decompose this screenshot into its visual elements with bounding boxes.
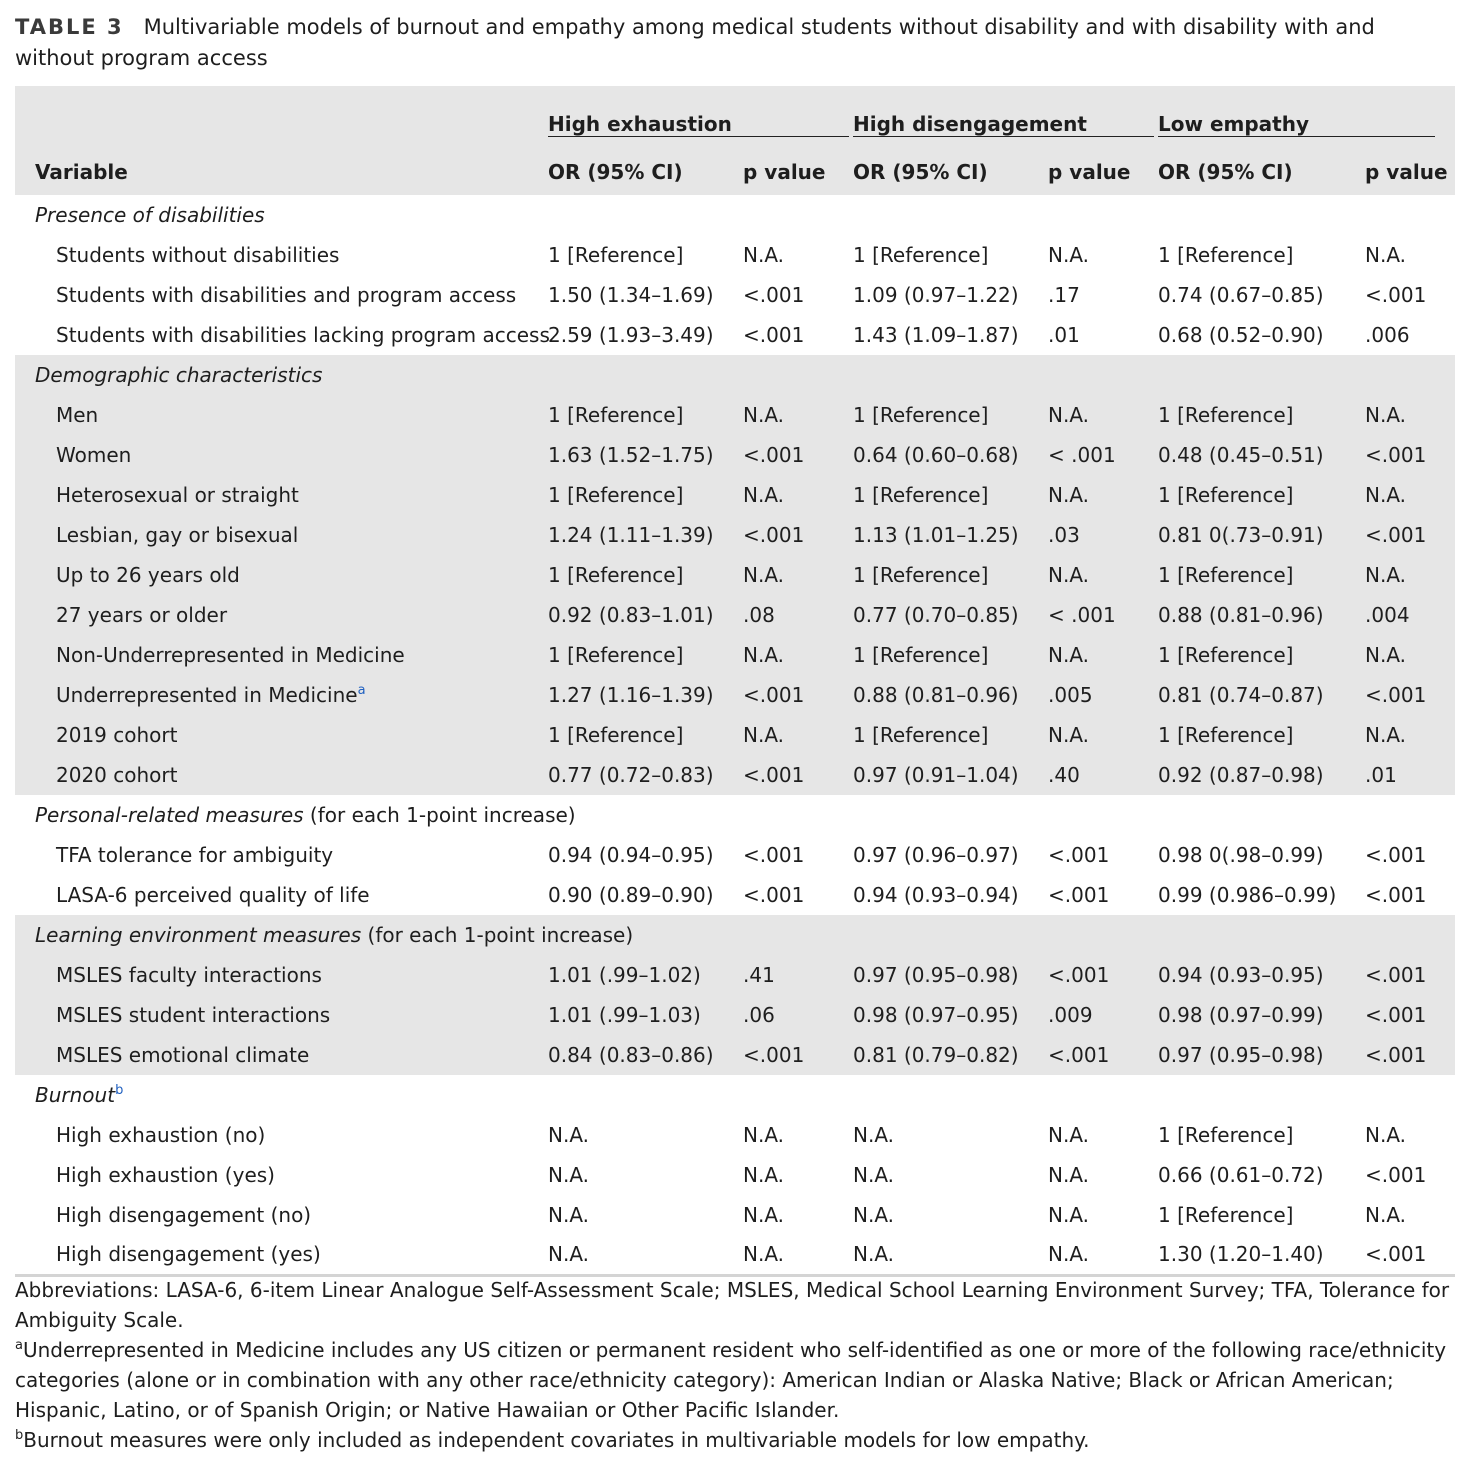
or-cell: 1.09 (0.97–1.22) bbox=[853, 283, 1019, 307]
header-spacer bbox=[15, 86, 548, 149]
p-value-cell: N.A. bbox=[1365, 483, 1407, 507]
variable-cell bbox=[15, 875, 548, 915]
p-value-cell: N.A. bbox=[1048, 1123, 1090, 1147]
or-cell: 1.63 (1.52–1.75) bbox=[548, 443, 714, 467]
or-cell: 0.66 (0.61–0.72) bbox=[1158, 1163, 1324, 1187]
footnote-a-text: Underrepresented in Medicine includes any US citizen or permanent resident who self-identified as one or more of the following race/ethnicity categories (alone or in combination with any other race/ethnicity category): American Indian or Alaska Native; Black or African American; Hispanic, Latino, or of Spanish Origin; or Native Hawaiian or Other Pacific Islander. bbox=[15, 1338, 1447, 1422]
p-value-cell: N.A. bbox=[743, 723, 785, 747]
p-value-cell: .006 bbox=[1365, 323, 1410, 347]
section-title-text: Presence of disabilities bbox=[35, 203, 265, 227]
p-value-cell: N.A. bbox=[1365, 563, 1407, 587]
variable-column-header: Variable bbox=[35, 160, 128, 184]
p-value-cell: <.001 bbox=[1048, 1043, 1110, 1067]
p-value-cell: N.A. bbox=[743, 1242, 785, 1267]
or-cell: 0.81 (0.74–0.87) bbox=[1158, 683, 1324, 707]
or-cell: 0.97 (0.91–1.04) bbox=[853, 763, 1019, 787]
variable-label: MSLES faculty interactions bbox=[56, 963, 322, 987]
or-cell: 2.59 (1.93–3.49) bbox=[548, 323, 714, 347]
table-row bbox=[15, 955, 1455, 995]
table-row bbox=[15, 715, 1455, 755]
or-cell: 0.74 (0.67–0.85) bbox=[1158, 283, 1324, 307]
p-value-cell: <.001 bbox=[743, 323, 805, 347]
or-cell: N.A. bbox=[853, 1242, 895, 1267]
table-label: TABLE 3 bbox=[15, 15, 124, 39]
p-value-cell: <.001 bbox=[1365, 1003, 1427, 1027]
table-row bbox=[15, 235, 1455, 275]
variable-label: Underrepresented in Medicine bbox=[56, 683, 358, 707]
or-cell: 0.81 0(.73–0.91) bbox=[1158, 523, 1324, 547]
p-value-cell: .01 bbox=[1365, 763, 1397, 787]
p-value-cell: N.A. bbox=[743, 1163, 785, 1187]
footnote-b-text: Burnout measures were only included as independent covariates in multivariable models for low empathy. bbox=[23, 1428, 1090, 1452]
footnote-abbreviations: Abbreviations: LASA-6, 6-item Linear Analogue Self-Assessment Scale; MSLES, Medical School Learning Environment Survey; TFA, Tolerance for Ambiguity Scale. bbox=[15, 1278, 1450, 1332]
variable-label: Women bbox=[56, 443, 132, 467]
or-column-header: OR (95% CI) bbox=[1158, 160, 1293, 184]
p-value-cell: <.001 bbox=[1048, 883, 1110, 907]
p-value-cell: <.001 bbox=[743, 843, 805, 867]
table-caption bbox=[15, 12, 1435, 74]
variable-label: LASA-6 perceived quality of life bbox=[56, 883, 370, 907]
p-value-cell: .009 bbox=[1048, 1003, 1093, 1027]
p-value-cell: N.A. bbox=[1048, 1163, 1090, 1187]
table-row bbox=[15, 275, 1455, 315]
variable-cell bbox=[15, 835, 548, 875]
p-value-cell: .004 bbox=[1365, 603, 1410, 627]
or-cell: 0.97 (0.95–0.98) bbox=[1158, 1043, 1324, 1067]
or-cell: 1 [Reference] bbox=[853, 723, 989, 747]
p-value-cell: .01 bbox=[1048, 323, 1080, 347]
p-value-cell: N.A. bbox=[1048, 243, 1090, 267]
variable-cell bbox=[15, 1035, 548, 1075]
p-value-cell: <.001 bbox=[743, 443, 805, 467]
p-value-cell: N.A. bbox=[1048, 403, 1090, 427]
section-demographic-characteristics bbox=[15, 355, 1455, 795]
or-cell: 1 [Reference] bbox=[1158, 563, 1294, 587]
p-value-cell: .06 bbox=[743, 1003, 775, 1027]
or-cell: 1.01 (.99–1.02) bbox=[548, 963, 701, 987]
table-row bbox=[15, 555, 1455, 595]
table-row bbox=[15, 1115, 1455, 1155]
section-title-row bbox=[15, 195, 1455, 235]
or-cell: 0.94 (0.93–0.95) bbox=[1158, 963, 1324, 987]
group-header-cell bbox=[853, 86, 1158, 149]
section-learning-environment-measures bbox=[15, 915, 1455, 1075]
variable-cell bbox=[15, 675, 548, 715]
p-value-cell: N.A. bbox=[1365, 643, 1407, 667]
section-title-row bbox=[15, 915, 1455, 955]
or-cell: 0.92 (0.83–1.01) bbox=[548, 603, 714, 627]
or-column-header: OR (95% CI) bbox=[548, 160, 683, 184]
p-value-cell: <.001 bbox=[743, 883, 805, 907]
p-value-cell: N.A. bbox=[1048, 1203, 1090, 1227]
variable-label: High disengagement (yes) bbox=[56, 1242, 321, 1267]
or-cell: 0.48 (0.45–0.51) bbox=[1158, 443, 1324, 467]
table-row bbox=[15, 1195, 1455, 1235]
group-header-cell bbox=[548, 86, 853, 149]
or-cell: 1 [Reference] bbox=[1158, 723, 1294, 747]
section-title-row bbox=[15, 355, 1455, 395]
variable-cell bbox=[15, 1155, 548, 1195]
group-header-cell bbox=[1158, 86, 1455, 149]
p-value-cell: <.001 bbox=[1365, 283, 1427, 307]
p-value-cell: N.A. bbox=[743, 1123, 785, 1147]
variable-cell bbox=[15, 275, 548, 315]
variable-cell bbox=[15, 635, 548, 675]
table-row bbox=[15, 675, 1455, 715]
p-value-cell: <.001 bbox=[1048, 963, 1110, 987]
p-value-cell: N.A. bbox=[1365, 1123, 1407, 1147]
variable-label: Students with disabilities lacking program access bbox=[56, 323, 550, 347]
or-column-header: OR (95% CI) bbox=[853, 160, 988, 184]
variable-label: High exhaustion (yes) bbox=[56, 1163, 275, 1187]
p-value-cell: N.A. bbox=[1365, 243, 1407, 267]
section-title bbox=[15, 355, 1455, 395]
variable-label: High disengagement (no) bbox=[56, 1203, 312, 1227]
variable-cell bbox=[15, 715, 548, 755]
or-cell: 1 [Reference] bbox=[853, 403, 989, 427]
or-cell: N.A. bbox=[548, 1123, 590, 1147]
or-cell: 0.77 (0.70–0.85) bbox=[853, 603, 1019, 627]
p-value-cell: <.001 bbox=[1365, 1242, 1427, 1267]
or-cell: 1 [Reference] bbox=[853, 643, 989, 667]
or-cell: 1.24 (1.11–1.39) bbox=[548, 523, 714, 547]
footnote-marker[interactable]: b bbox=[115, 1083, 124, 1098]
or-cell: 0.90 (0.89–0.90) bbox=[548, 883, 714, 907]
group-header-high-disengagement: High disengagement bbox=[853, 112, 1154, 137]
or-cell: 1 [Reference] bbox=[1158, 1203, 1294, 1227]
or-cell: 1 [Reference] bbox=[1158, 243, 1294, 267]
p-value-cell: .08 bbox=[743, 603, 775, 627]
p-value-cell: .40 bbox=[1048, 763, 1080, 787]
section-title-text: Learning environment measures bbox=[35, 923, 362, 947]
or-cell: 0.77 (0.72–0.83) bbox=[548, 763, 714, 787]
p-value-cell: N.A. bbox=[1048, 483, 1090, 507]
table-row bbox=[15, 635, 1455, 675]
table-row bbox=[15, 875, 1455, 915]
section-title-row bbox=[15, 795, 1455, 835]
table-row bbox=[15, 1035, 1455, 1075]
variable-label: 2019 cohort bbox=[56, 723, 178, 747]
section-title bbox=[15, 195, 1455, 235]
table-row bbox=[15, 435, 1455, 475]
variable-cell bbox=[15, 595, 548, 635]
table-row bbox=[15, 755, 1455, 795]
variable-label: Lesbian, gay or bisexual bbox=[56, 523, 299, 547]
p-value-cell: <.001 bbox=[1365, 523, 1427, 547]
or-cell: 1 [Reference] bbox=[1158, 403, 1294, 427]
or-cell: N.A. bbox=[853, 1123, 895, 1147]
p-value-cell: <.001 bbox=[1048, 843, 1110, 867]
or-cell: 0.81 (0.79–0.82) bbox=[853, 1043, 1019, 1067]
or-cell: 1.27 (1.16–1.39) bbox=[548, 683, 714, 707]
or-cell: 0.92 (0.87–0.98) bbox=[1158, 763, 1324, 787]
or-cell: 1 [Reference] bbox=[1158, 1123, 1294, 1147]
variable-cell bbox=[15, 315, 548, 355]
or-cell: 0.97 (0.96–0.97) bbox=[853, 843, 1019, 867]
p-value-cell: <.001 bbox=[1365, 1163, 1427, 1187]
variable-label: Up to 26 years old bbox=[56, 563, 240, 587]
variable-label: MSLES student interactions bbox=[56, 1003, 331, 1027]
table-row bbox=[15, 1235, 1455, 1275]
p-value-cell: <.001 bbox=[1365, 1043, 1427, 1067]
section-title-text: Burnout bbox=[35, 1083, 116, 1107]
or-cell: 1.30 (1.20–1.40) bbox=[1158, 1242, 1324, 1267]
or-cell: 1 [Reference] bbox=[853, 563, 989, 587]
or-cell: 0.64 (0.60–0.68) bbox=[853, 443, 1019, 467]
p-value-cell: N.A. bbox=[1048, 1242, 1090, 1267]
or-cell: 0.88 (0.81–0.96) bbox=[1158, 603, 1324, 627]
table-footnotes bbox=[15, 1275, 1455, 1455]
or-cell: 1 [Reference] bbox=[853, 483, 989, 507]
p-value-cell: .17 bbox=[1048, 283, 1080, 307]
table-header bbox=[15, 86, 1455, 195]
or-cell: 1 [Reference] bbox=[548, 483, 684, 507]
section-title-text: Demographic characteristics bbox=[35, 363, 323, 387]
p-value-cell: N.A. bbox=[743, 563, 785, 587]
or-cell: 0.94 (0.94–0.95) bbox=[548, 843, 714, 867]
or-cell: 0.98 0(.98–0.99) bbox=[1158, 843, 1324, 867]
footnote-marker[interactable]: a bbox=[357, 683, 366, 698]
p-value-cell: < .001 bbox=[1048, 603, 1116, 627]
section-title-suffix: (for each 1-point increase) bbox=[361, 923, 634, 947]
or-cell: 1.43 (1.09–1.87) bbox=[853, 323, 1019, 347]
group-header-low-empathy: Low empathy bbox=[1158, 112, 1435, 137]
results-table bbox=[15, 86, 1455, 1277]
p-value-cell: <.001 bbox=[743, 283, 805, 307]
footnote-a-mark: a bbox=[15, 1338, 23, 1353]
or-cell: 1 [Reference] bbox=[853, 243, 989, 267]
p-value-cell: N.A. bbox=[1365, 723, 1407, 747]
p-value-cell: <.001 bbox=[1365, 683, 1427, 707]
or-cell: 1 [Reference] bbox=[548, 563, 684, 587]
p-column-header: p value bbox=[1048, 160, 1131, 184]
p-value-cell: N.A. bbox=[1048, 563, 1090, 587]
or-cell: N.A. bbox=[853, 1203, 895, 1227]
variable-cell bbox=[15, 995, 548, 1035]
section-title-text: Personal-related measures bbox=[35, 803, 304, 827]
p-value-cell: N.A. bbox=[743, 483, 785, 507]
variable-cell bbox=[15, 1195, 548, 1235]
variable-label: 27 years or older bbox=[56, 603, 228, 627]
or-cell: 1 [Reference] bbox=[548, 643, 684, 667]
section-title bbox=[15, 795, 1455, 835]
or-cell: N.A. bbox=[548, 1163, 590, 1187]
or-cell: N.A. bbox=[853, 1163, 895, 1187]
section-burnout bbox=[15, 1075, 1455, 1275]
or-cell: N.A. bbox=[548, 1242, 590, 1267]
section-title-row bbox=[15, 1075, 1455, 1115]
p-value-cell: N.A. bbox=[743, 643, 785, 667]
or-cell: 1.01 (.99–1.03) bbox=[548, 1003, 701, 1027]
or-cell: 1.50 (1.34–1.69) bbox=[548, 283, 714, 307]
p-value-cell: N.A. bbox=[743, 243, 785, 267]
table-row bbox=[15, 1155, 1455, 1195]
table-row bbox=[15, 995, 1455, 1035]
p-value-cell: <.001 bbox=[743, 1043, 805, 1067]
p-value-cell: < .001 bbox=[1048, 443, 1116, 467]
section-presence-of-disabilities bbox=[15, 195, 1455, 355]
p-value-cell: <.001 bbox=[743, 683, 805, 707]
table-row bbox=[15, 395, 1455, 435]
p-value-cell: N.A. bbox=[1048, 643, 1090, 667]
p-value-cell: .005 bbox=[1048, 683, 1093, 707]
variable-label: Students without disabilities bbox=[56, 243, 340, 267]
variable-cell bbox=[15, 555, 548, 595]
or-cell: 1 [Reference] bbox=[548, 723, 684, 747]
section-title bbox=[15, 1075, 1455, 1115]
variable-cell bbox=[15, 435, 548, 475]
p-value-cell: N.A. bbox=[1365, 1203, 1407, 1227]
p-value-cell: <.001 bbox=[743, 763, 805, 787]
p-value-cell: .03 bbox=[1048, 523, 1080, 547]
table-row bbox=[15, 595, 1455, 635]
or-cell: 1 [Reference] bbox=[548, 243, 684, 267]
p-value-cell: N.A. bbox=[1048, 723, 1090, 747]
p-value-cell: <.001 bbox=[1365, 443, 1427, 467]
footnote-b bbox=[15, 1425, 1455, 1455]
table-row bbox=[15, 835, 1455, 875]
variable-cell bbox=[15, 475, 548, 515]
variable-label: 2020 cohort bbox=[56, 763, 178, 787]
variable-cell bbox=[15, 955, 548, 995]
footnote-a bbox=[15, 1335, 1455, 1425]
p-value-cell: N.A. bbox=[743, 403, 785, 427]
variable-label: MSLES emotional climate bbox=[56, 1043, 310, 1067]
variable-label: TFA tolerance for ambiguity bbox=[56, 843, 334, 867]
p-column-header: p value bbox=[1365, 160, 1448, 184]
variable-label: Non-Underrepresented in Medicine bbox=[56, 643, 405, 667]
p-value-cell: N.A. bbox=[743, 1203, 785, 1227]
variable-label: High exhaustion (no) bbox=[56, 1123, 266, 1147]
table-row bbox=[15, 475, 1455, 515]
or-cell: 1 [Reference] bbox=[1158, 483, 1294, 507]
or-cell: N.A. bbox=[548, 1203, 590, 1227]
or-cell: 1.13 (1.01–1.25) bbox=[853, 523, 1019, 547]
or-cell: 0.99 (0.986–0.99) bbox=[1158, 883, 1337, 907]
or-cell: 0.98 (0.97–0.95) bbox=[853, 1003, 1019, 1027]
variable-cell bbox=[15, 1115, 548, 1155]
p-value-cell: <.001 bbox=[1365, 963, 1427, 987]
variable-label: Men bbox=[56, 403, 99, 427]
p-value-cell: <.001 bbox=[743, 523, 805, 547]
group-header-high-exhaustion: High exhaustion bbox=[548, 112, 849, 137]
p-column-header: p value bbox=[743, 160, 826, 184]
variable-cell bbox=[15, 755, 548, 795]
or-cell: 0.68 (0.52–0.90) bbox=[1158, 323, 1324, 347]
or-cell: 0.97 (0.95–0.98) bbox=[853, 963, 1019, 987]
section-personal-related-measures bbox=[15, 795, 1455, 915]
p-value-cell: .41 bbox=[743, 963, 775, 987]
section-title-suffix: (for each 1-point increase) bbox=[303, 803, 576, 827]
variable-cell bbox=[15, 515, 548, 555]
or-cell: 0.94 (0.93–0.94) bbox=[853, 883, 1019, 907]
p-value-cell: N.A. bbox=[1365, 403, 1407, 427]
or-cell: 0.98 (0.97–0.99) bbox=[1158, 1003, 1324, 1027]
or-cell: 0.84 (0.83–0.86) bbox=[548, 1043, 714, 1067]
footnote-b-mark: b bbox=[15, 1428, 24, 1443]
variable-cell bbox=[15, 395, 548, 435]
variable-label: Heterosexual or straight bbox=[56, 483, 299, 507]
variable-label: Students with disabilities and program access bbox=[56, 283, 517, 307]
table-row bbox=[15, 515, 1455, 555]
section-title bbox=[15, 915, 1455, 955]
or-cell: 1 [Reference] bbox=[548, 403, 684, 427]
or-cell: 0.88 (0.81–0.96) bbox=[853, 683, 1019, 707]
table-row bbox=[15, 315, 1455, 355]
variable-cell bbox=[15, 1235, 548, 1275]
or-cell: 1 [Reference] bbox=[1158, 643, 1294, 667]
table-title: Multivariable models of burnout and empathy among medical students without disability and with disability with and without program access bbox=[15, 15, 1375, 70]
variable-cell bbox=[15, 235, 548, 275]
p-value-cell: <.001 bbox=[1365, 843, 1427, 867]
p-value-cell: <.001 bbox=[1365, 883, 1427, 907]
